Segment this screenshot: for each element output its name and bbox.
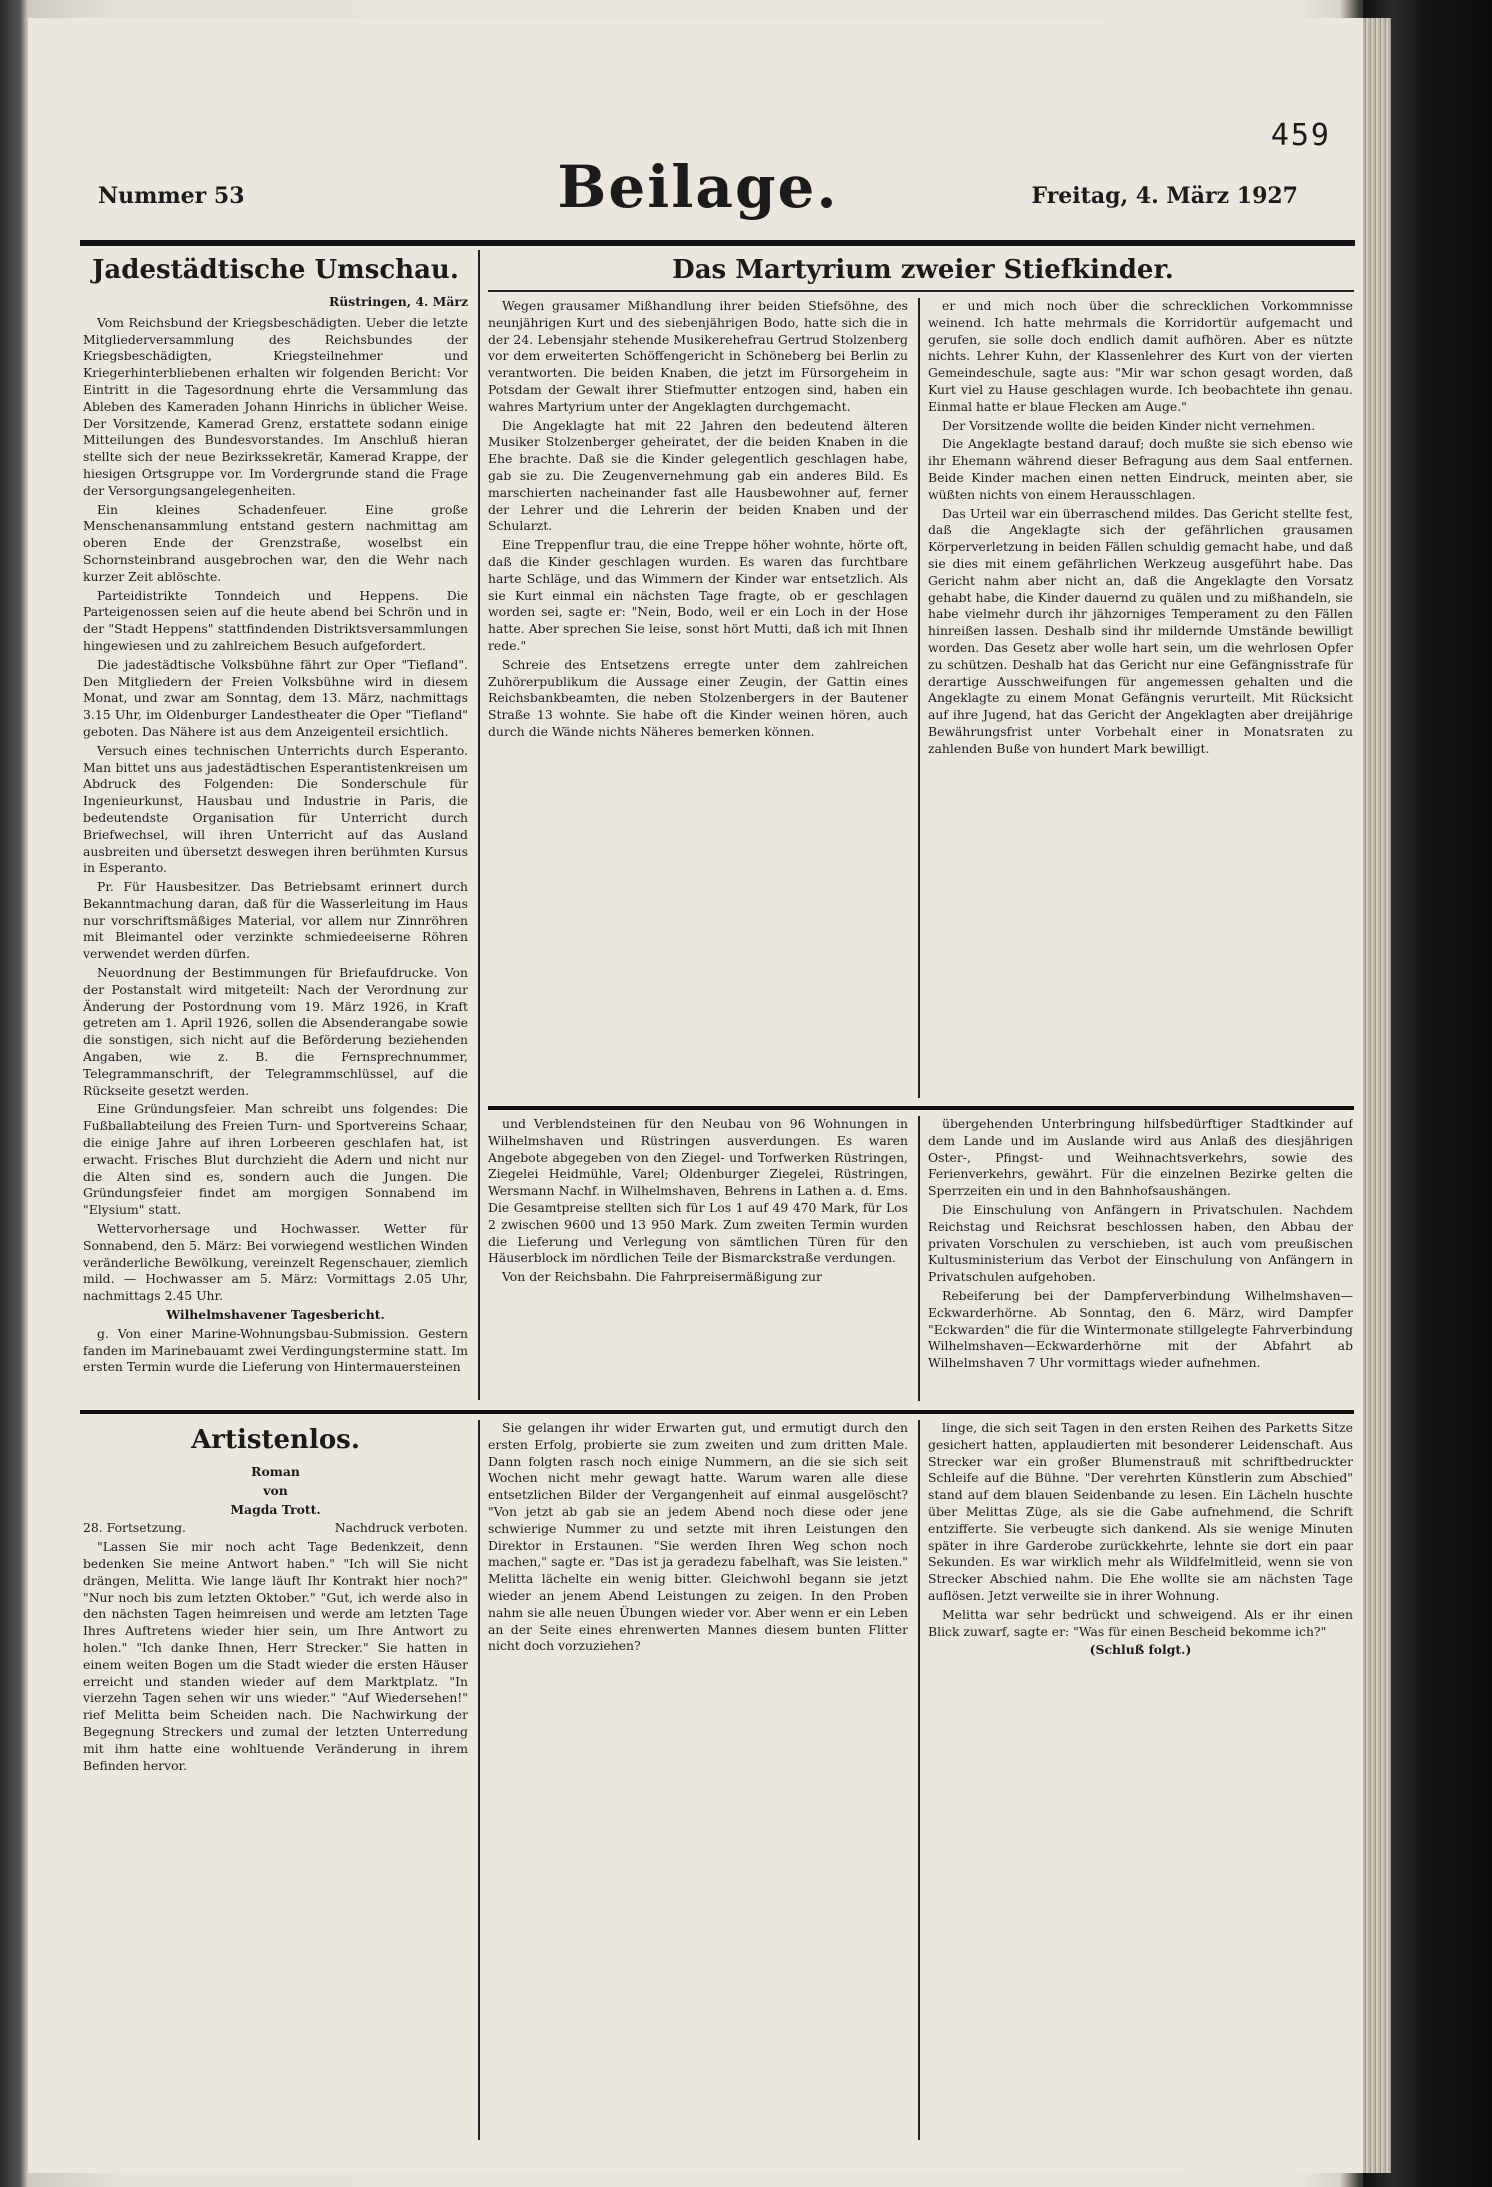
- page-edge: [1363, 18, 1391, 2173]
- novel-by: von: [263, 1482, 288, 1498]
- wilhelmshaven-heading: Wilhelmshavener Tagesbericht.: [166, 1307, 385, 1323]
- novel-paragraph: Sie gelangen ihr wider Erwarten gut, und ermutigt durch den ersten Erfolg, probierte sie zum zweiten und zum dritten Male. Dann folgten rasch noch einige Nummern, an die sie sich seit Wochen nicht mehr gewagt hatte. Warum waren alle diese entsetzlichen Bilder der Vergangenheit auf einmal ausgelöscht? "Von jetzt ab gab sie an jedem Abend noch diese oder jene schwierige Nummer zu und setzte mit ihren Leistungen den Direktor in Erstaunen. "Sie werden Ihren Weg schon noch machen," sagte er. "Das ist ja geradezu fabelhaft, was Sie leisten." Melitta lächelte ein wenig bitter. Gleichwohl begann sie jetzt wieder an jenem Abend Leistungen zu zeigen. In den Proben nahm sie alle neuen Übungen wieder vor. Aber wenn er ein Leben an der Seite eines ehrenwerten Mannes diesem bunten Flitter nicht doch vorzuziehen?: [488, 1420, 908, 1654]
- novel-title: Artistenlos.: [191, 1425, 360, 1455]
- novel-paragraph: linge, die sich seit Tagen in den ersten Reihen des Parketts Sitze gesichert hatten, applaudierten mit besonderer Leidenschaft. Aus Strecker war ein großer Blumenstrauß mit schriftbedruckter Schleife auf die Bühne. "Der verehrten Künstlerin zum Abschied" stand auf dem blauen Seidenbande zu lesen. Ein Lächeln huschte über Melittas Züge, als sie die Gabe aufnehmend, die Schrift entzifferte. Sie verbeugte sich dankend. Als sie wenige Minuten später in ihre Garderobe zurückkehrte, lehnte sie dort ein paar Sekunden. Es war wirklich mehr als Wildfelmitleid, wenn sie von Strecker Abschied nahm. Die Ehe wollte sie am nächsten Tage auflösen. Jetzt verweilte sie in ihrer Wohnung.: [928, 1420, 1353, 1603]
- article-paragraph: Rebeiferung bei der Dampferverbindung Wilhelmshaven—Eckwarderhörne. Ab Sonntag, den 6. März, wird Dampfer "Eckwarden" die für die Wintermonate stillgelegte Fahrverbindung Wilhelmshaven—Eckwarderhörne mit der Abfahrt ab Wilhelmshaven 7 Uhr vormittags wieder aufnehmen.: [928, 1287, 1353, 1371]
- article-paragraph: und Verblendsteinen für den Neubau von 96 Wohnungen in Wilhelmshaven und Rüstringen ausverdungen. Es waren Angebote abgegeben von den Ziegel- und Torfwerken Rüstringen, Ziegelei Heidmühle, Varel; Oldenburger Ziegelei, Rüstringen, Wersmann Nachf. in Wilhelmshaven, Behrens in Lathen a. d. Ems. Die Gesamtpreise stellten sich für Los 1 auf 49 470 Mark, für Los 2 zwischen 9600 und 13 950 Mark. Zum zweiten Termin wurden die Lieferung und Verlegung von sämtlichen Türen für den Häuserblock im nördlichen Teile der Bismarckstraße verdungen.: [488, 1116, 908, 1266]
- installment-number: 28. Fortsetzung.: [83, 1520, 186, 1536]
- article-rule: [488, 1106, 1354, 1110]
- article-paragraph: Der Vorsitzende wollte die beiden Kinder nicht vernehmen.: [942, 417, 1316, 433]
- article-paragraph: Die Einschulung von Anfängern in Privatschulen. Nachdem Reichstag und Reichsrat beschlossen haben, den Abbau der privaten Vorschulen zu verschieben, ist auch vom preußischen Kultusministerium das Verbot der Einschulung von Anfängern in Privatschulen aufgehoben.: [928, 1201, 1353, 1285]
- article-paragraph: Die Angeklagte bestand darauf; doch mußte sie sich ebenso wie ihr Ehemann während dieser Befragung aus dem Saal entfernen. Beide Kinder machen einen netten Eindruck, meinten aber, sie wüßten nichts von einem Herausschlagen.: [928, 436, 1353, 502]
- article-paragraph: Wettervorhersage und Hochwasser. Wetter für Sonnabend, den 5. März: Bei vorwiegend westlichen Winden veränderliche Bewölkung, vereinzelt Regenschauer, ziemlich mild. — Hochwasser am 5. März: Vormittags 2.05 Uhr, nachmittags 2.45 Uhr.: [83, 1221, 468, 1304]
- middle-column-1: [488, 1116, 908, 1406]
- article-paragraph: Das Urteil war ein überraschend mildes. Das Gericht stellte fest, daß die Angeklagte sich der gefährlichen grausamen Körperverletzung in beiden Fällen schuldig gemacht habe, und daß sie dies mit einem gefährlichen Werkzeug ausgeführt habe. Das Gericht nahm aber nicht an, daß die Angeklagte den Vorsatz gehabt habe, die Kinder dauernd zu quälen und zu mißhandeln, sie habe vielmehr durch ihr jähzorniges Temperament zu den Fällen hinreißen lassen. Deshalb sind ihr mildernde Umstände bewilligt worden. Das Gesetz aber wolle hart sein, um die wehrlosen Opfer zu schützen. Deshalb hat das Gericht nur eine Gefängnisstrafe für derartige Ausschweifungen für angemessen gehalten und die Angeklagte zu einem Monat Gefängnis verurteilt. Mit Rücksicht auf ihre Jugend, hat das Gericht der Angeklagten aber dreijährige Bewährungsfrist unter Vorbehalt einer in Monatsraten zu zahlenden Buße von hundert Mark bewilligt.: [928, 505, 1353, 756]
- middle-column-2: [928, 1116, 1353, 1406]
- novel-genre: Roman: [251, 1464, 300, 1479]
- continued-note: (Schluß folgt.): [1089, 1642, 1192, 1658]
- section-title: Beilage.: [557, 153, 839, 221]
- novel-paragraph: Melitta war sehr bedrückt und schweigend. Als er ihr einen Blick zuwarf, sagte er: "Was für einen Bescheid bekomme ich?": [928, 1606, 1353, 1639]
- article-paragraph: übergehenden Unterbringung hilfsbedürftiger Stadtkinder auf dem Lande und im Auslande wird aus Anlaß des diesjährigen Oster-, Pfingst- und Weihnachtsverkehrs, sowie des Ferienverkehrs, gewährt. Für die einzelnen Bezirke gelten die Sperrzeiten ein und in den Bahnhofsaushängen.: [928, 1116, 1353, 1199]
- article-paragraph: Eine Treppenflur trau, die eine Treppe höher wohnte, hörte oft, daß die Kinder geschlagen wurden. Es waren das furchtbare harte Schläge, und das Wimmern der Kinder war entsetzlich. Als sie Kurt einmal ein nächsten Tage fragte, ob er geschlagen worden sei, sagte er: "Nein, Bodo, weil er ein Loch in der Hose hatte. Aber sprechen Sie leise, sonst hört Mutti, daß ich mit Ihnen rede.": [488, 537, 908, 653]
- article-paragraph: Parteidistrikte Tonndeich und Heppens. Die Parteigenossen seien auf die heute abend bei Schrön und in der "Stadt Heppens" stattfindenden Distriktsversammlungen hingewiesen und zu zahlreichem Besuch aufgefordert.: [83, 587, 468, 653]
- umschau-title: Jadestädtische Umschau.: [92, 255, 459, 285]
- article-paragraph: Die jadestädtische Volksbühne fährt zur Oper "Tiefland". Den Mitgliedern der Freien Volksbühne wird in diesem Monat, und zwar am Sonntag, dem 13. März, nachmittags 3.15 Uhr, im Oldenburger Landestheater die Oper "Tiefland" geboten. Das Nähere ist aus dem Anzeigenteil ersichtlich.: [83, 656, 468, 739]
- issue-number: Nummer 53: [98, 183, 245, 209]
- umschau-dateline: Rüstringen, 4. März: [329, 294, 468, 309]
- article-paragraph: Schreie des Entsetzens erregte unter dem zahlreichen Zuhörerpublikum die Aussage einer Zeugin, der Gattin eines Reichsbankbeamten, die neben Stolzenbergers in der Bautener Straße 13 wohnte. Sie habe oft die Kinder weinen hören, auch durch die Wände nichts Näheres bemerken können.: [488, 656, 908, 739]
- rights-note: Nachdruck verboten.: [334, 1520, 468, 1536]
- article-paragraph: Neuordnung der Bestimmungen für Briefaufdrucke. Von der Postanstalt wird mitgeteilt: Nach der Verordnung zur Änderung der Postordnung vom 19. März 1926, in Kraft getreten am 1. April 1926, sollen die Absenderangabe sowie die sonstigen, sich nicht auf die Beförderung beziehenden Angaben, wie z. B. die Fernsprechnummer, Telegrammanschrift, der Telegrammschlüssel, auf die Rückseite gesetzt werden.: [83, 965, 468, 1098]
- feuilleton-column-2: [488, 1420, 908, 2140]
- column-rule: [918, 1420, 920, 2140]
- article-paragraph: Wegen grausamer Mißhandlung ihrer beiden Stiefsöhne, des neunjährigen Kurt und des siebenjährigen Bodo, hatte sich die in der 24. Lebensjahr stehende Musikerehefrau Gertrud Stolzenberg vor dem erweiterten Schöffengericht in Schöneberg bei Berlin zu verantworten. Die beiden Knaben, die jetzt im Fürsorgeheim in Potsdam der Gewalt ihrer Stiefmutter entzogen sind, haben ein wahres Martyrium unter der Angeklagten durchgemacht.: [488, 298, 908, 414]
- umschau-column: [83, 250, 468, 1405]
- feuilleton-column-1: [83, 1420, 468, 2140]
- column-rule: [918, 1116, 920, 1401]
- feuilleton-rule: [80, 1410, 1354, 1414]
- newspaper-page: [28, 18, 1363, 2173]
- article-paragraph: er und mich noch über die schrecklichen Vorkommnisse weinend. Ich hatte mehrmals die Korridortür aufgemacht und gerufen, sie solle doch endlich damit aufhören. Aber es nützte nichts. Lehrer Kuhn, der Klassenlehrer des Kurt von der vierten Gemeindeschule, sagte aus: "Mir war schon gesagt worden, daß Kurt viel zu Hause geschlagen wurde. Ich beobachtete ihn genau. Einmal hatte er blaue Flecken am Auge.": [928, 298, 1353, 414]
- article-paragraph: Eine Gründungsfeier. Man schreibt uns folgendes: Die Fußballabteilung des Freien Turn- und Sportvereins Schaar, die einige Jahre auf ihren Lorbeeren geschlafen hat, ist erwacht. Frisches Blut durchzieht die Adern und nicht nur die Alten sind es, sondern auch die Jungen. Die Gründungsfeier findet am morgigen Sonnabend im "Elysium" statt.: [83, 1101, 468, 1218]
- article-paragraph: Vom Reichsbund der Kriegsbeschädigten. Ueber die letzte Mitgliederversammlung des Reichsbundes der Kriegsbeschädigten, Kriegsteilnehmer und Kriegerhinterbliebenen erhalten wir folgenden Bericht: Vor Eintritt in die Tagesordnung ehrte die Versammlung das Ableben des Kameraden Johann Hinrichs in üblicher Weise. Der Vorsitzende, Kamerad Grenz, erstattete sodann einige Mitteilungen des Bundesvorstandes. Im Anschluß hieran stellte sich der neue Bezirkssekretär, Kamerad Krappe, der hiesigen Ortsgruppe vor. Im Vordergrunde stand die Frage der Versorgungsangelegenheiten.: [83, 314, 468, 498]
- column-rule: [478, 1420, 480, 2140]
- article-paragraph: g. Von einer Marine-Wohnungsbau-Submission. Gestern fanden im Marinebauamt zwei Verdingungstermine statt. Im ersten Termin wurde die Lieferung von Hintermauersteinen: [83, 1325, 468, 1375]
- article-paragraph: Von der Reichsbahn. Die Fahrpreisermäßigung zur: [502, 1269, 822, 1285]
- article-paragraph: Ein kleines Schadenfeuer. Eine große Menschenansammlung entstand gestern nachmittag am oberen Ende der Grenzstraße, woselbst ein Schornsteinbrand ausgebrochen war, den die Wehr nach kurzer Zeit ablöschte.: [83, 501, 468, 584]
- novel-installment: [83, 1520, 468, 1537]
- column-rule: [478, 250, 480, 1400]
- article-paragraph: Pr. Für Hausbesitzer. Das Betriebsamt erinnert durch Bekanntmachung daran, daß für die Wasserleitung im Haus nur vorschriftsmäßiges Material, vor allem nur Zinnröhren mit Bleimantel oder verzinkte schmiedeeiserne Röhren verwendet werden dürfen.: [83, 879, 468, 962]
- martyrium-title: Das Martyrium zweier Stiefkinder.: [672, 255, 1174, 285]
- martyrium-column-2: [928, 298, 1353, 1098]
- article-paragraph: Die Angeklagte hat mit 22 Jahren den bedeutend älteren Musiker Stolzenberger geheiratet, der die beiden Knaben in die Ehe brachte. Daß sie die Kinder gelegentlich geschlagen habe, gab sie zu. Die Zeugenvernehmung gab ein anderes Bild. Es marschierten nacheinander fast alle Hausbewohner auf, ferner der Lehrer und die Lehrerin der beiden Knaben und der Schularzt.: [488, 417, 908, 534]
- masthead: [98, 153, 1298, 223]
- novel-paragraph: "Lassen Sie mir noch acht Tage Bedenkzeit, denn bedenken Sie meine Antwort haben." "Ich will Sie nicht drängen, Melitta. Wie lange läuft Ihr Kontrakt hier noch?" "Nur noch bis zum letzten Oktober." "Gut, ich werde also in den nächsten Tagen heimreisen und werde am letzten Tage Ihres Auftretens wieder hier sein, um Ihre Antwort zu holen." "Ich danke Ihnen, Herr Strecker." Sie hatten in einem weiten Bogen um die Stadt wieder die ersten Häuser erreicht und standen wieder auf dem Marktplatz. "In vierzehn Tagen sehen wir uns wieder." "Auf Wiedersehen!" rief Melitta beim Scheiden nach. Die Nachwirkung der Begegnung Streckers und zumal der letzten Unterredung mit ihm hatte eine wohltuende Veränderung in ihrem Befinden hervor.: [83, 1539, 468, 1773]
- martyrium-column-1: [488, 298, 908, 1098]
- column-rule: [918, 298, 920, 1098]
- issue-date: Freitag, 4. März 1927: [1031, 183, 1298, 209]
- page-number: 459: [1270, 118, 1331, 153]
- feuilleton-column-3: [928, 1420, 1353, 2140]
- article-rule: [488, 290, 1354, 292]
- article-paragraph: Versuch eines technischen Unterrichts durch Esperanto. Man bittet uns aus jadestädtischen Esperantistenkreisen um Abdruck des Folgenden: Die Sonderschule für Ingenieurkunst, Hausbau und Industrie in Paris, die bedeutendste Organisation für Unterricht durch Briefwechsel, will ihren Unterricht auf das Ausland ausbreiten und übersetzt deswegen ihren berühmten Kursus in Esperanto.: [83, 742, 468, 876]
- masthead-rule: [80, 240, 1355, 246]
- novel-author: Magda Trott.: [230, 1501, 321, 1517]
